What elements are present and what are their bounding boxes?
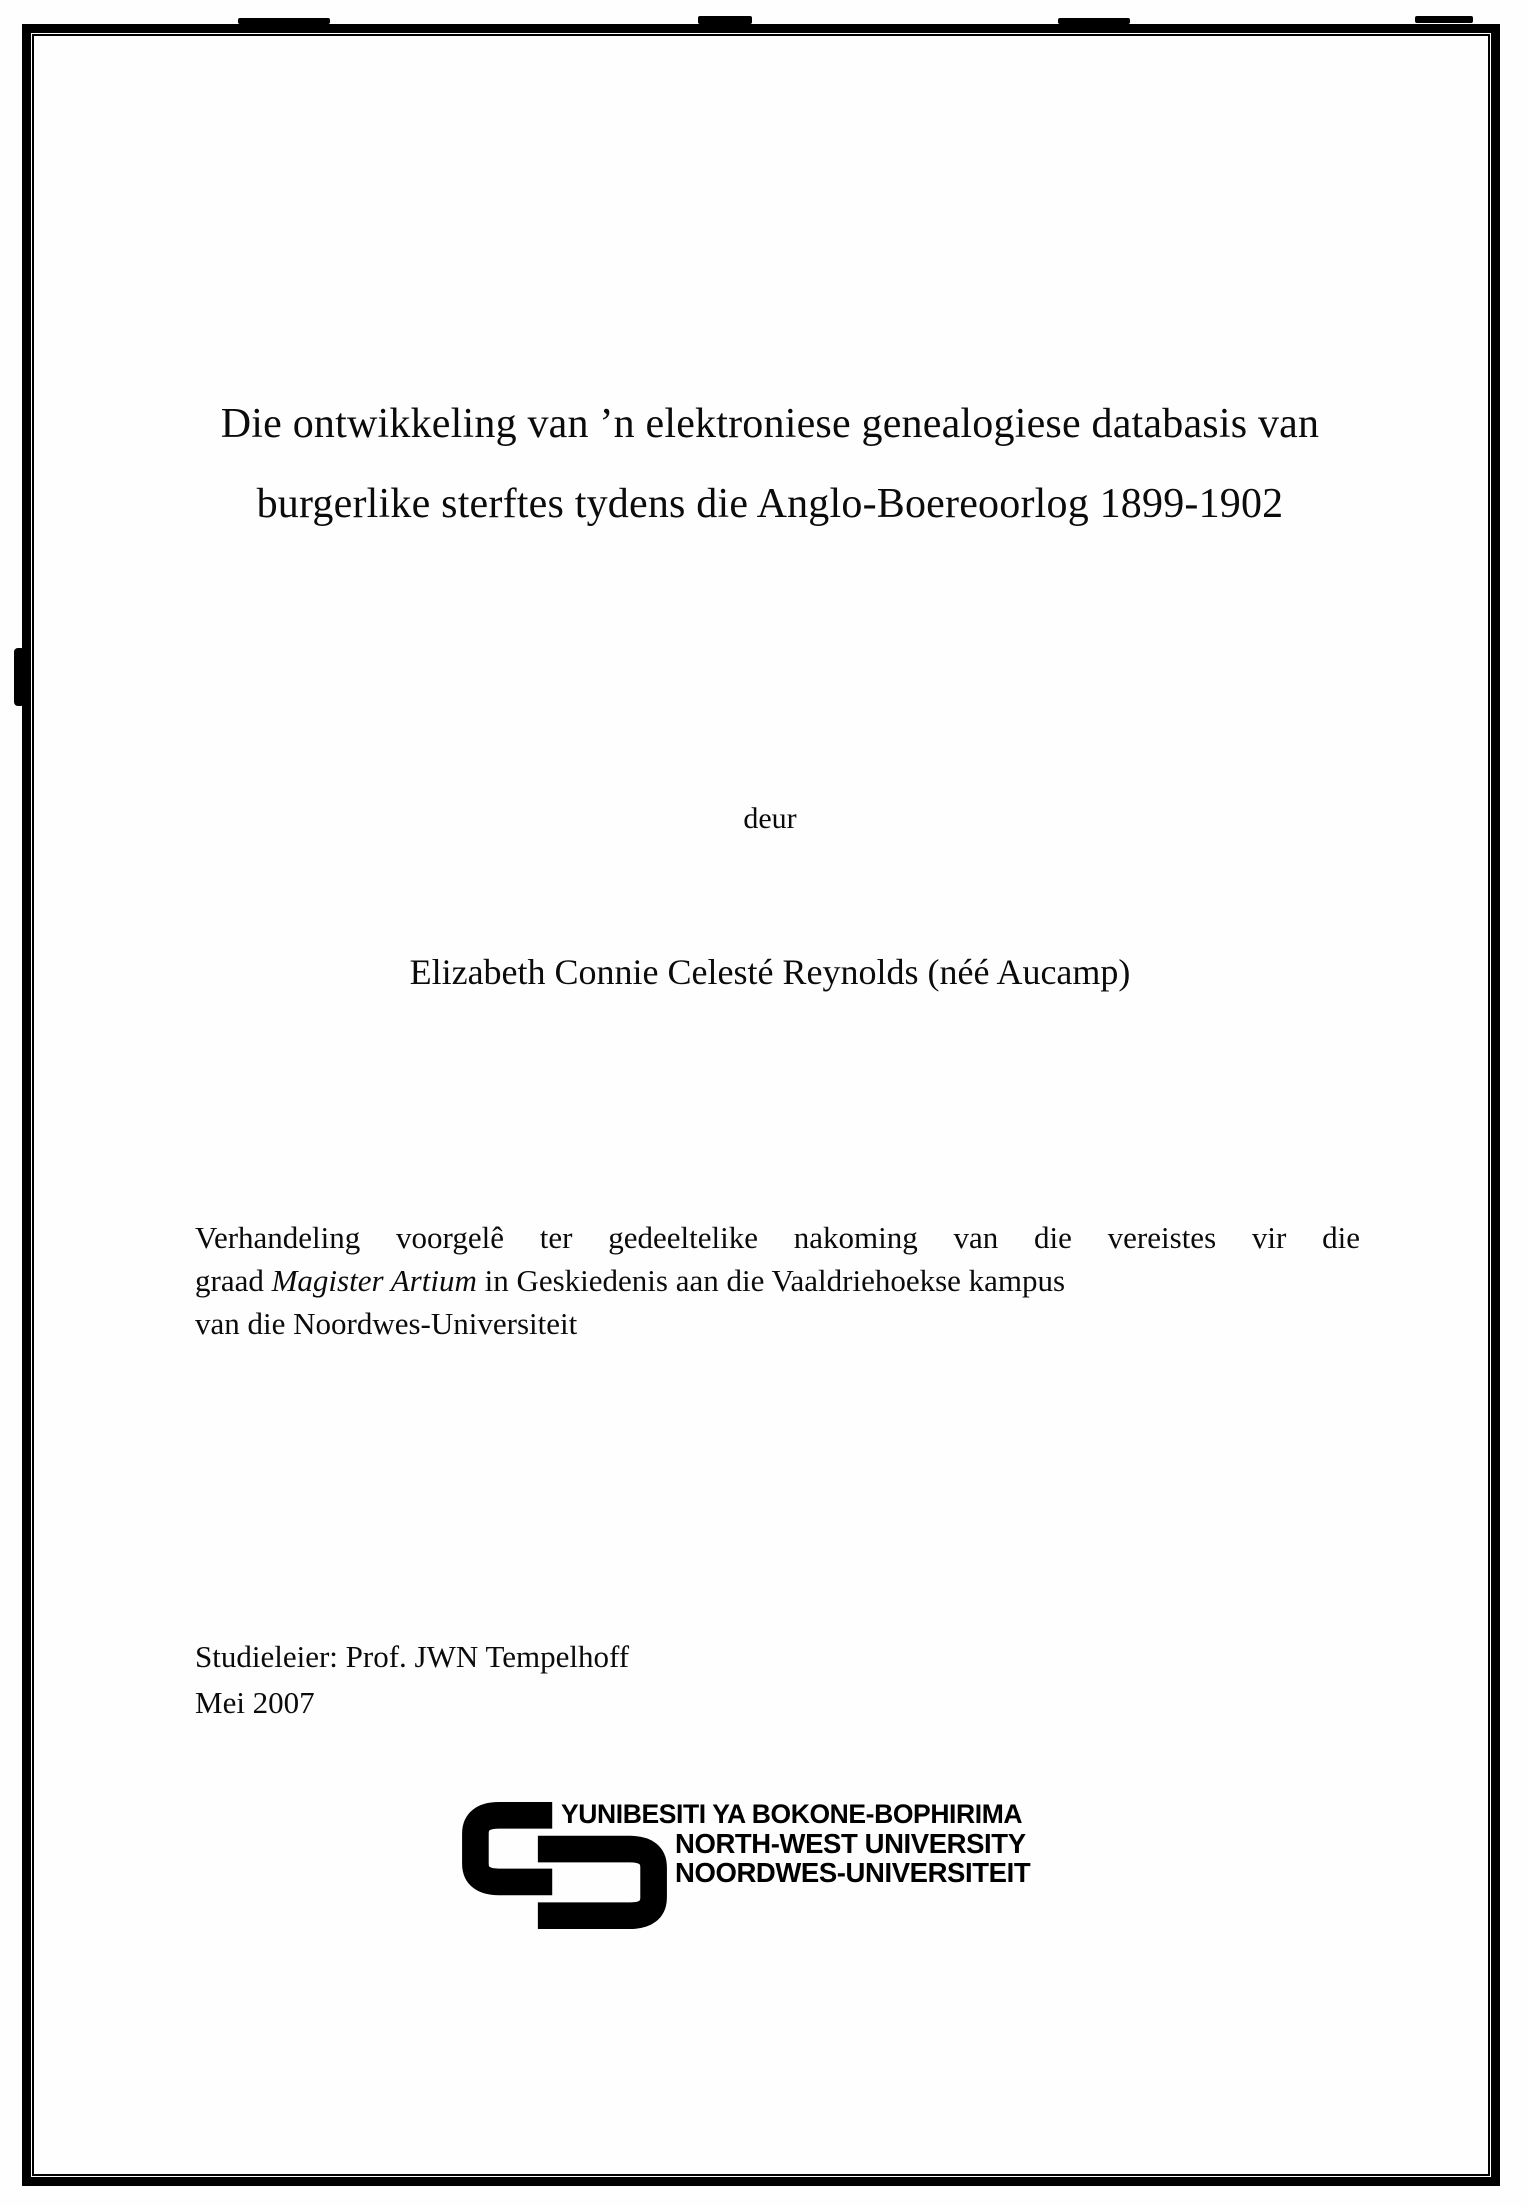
byline-label: deur [743,802,797,835]
logo-text-setswana: YUNIBESITI YA BOKONE-BOPHIRIMA [561,1799,1023,1829]
date-line: Mei 2007 [195,1685,315,1720]
scan-artifact [698,16,752,24]
thesis-title [180,384,1360,544]
scan-artifact [1415,16,1473,23]
logo-text-afrikaans: NOORDWES-UNIVERSITEIT [675,1857,1031,1888]
scan-artifact [1058,18,1130,24]
thesis-title-line2: burgerlike sterftes tydens die Anglo-Boereoorlog 1899-1902 [256,481,1284,527]
thesis-statement [195,1216,1360,1345]
logo-right-link-shape [538,1849,654,1916]
statement-line1: Verhandeling voorgelê ter gedeeltelike nakoming van die vereistes vir die [195,1220,1360,1255]
statement-line2-prefix: graad [195,1263,272,1298]
thesis-title-line1: Die ontwikkeling van ’n elektroniese genealogiese databasis van [220,401,1320,447]
statement-line3: van die Noordwes-Universiteit [195,1306,578,1341]
logo-text-english: NORTH-WEST UNIVERSITY [675,1828,1026,1859]
supervisor-line: Studieleier: Prof. JWN Tempelhoff [195,1639,630,1674]
university-logo [462,1800,1030,1929]
scan-artifact [238,18,330,24]
supervisor-block [195,1634,1095,1726]
author-name: Elizabeth Connie Celesté Reynolds (néé Aucamp) [409,952,1131,992]
statement-line2-suffix: in Geskiedenis aan die Vaaldriehoekse kampus [476,1263,1066,1298]
degree-name: Magister Artium [271,1263,477,1298]
statement-line2 [195,1259,1360,1302]
scan-artifact [14,648,25,706]
logo-wordmark [561,1799,1031,1888]
